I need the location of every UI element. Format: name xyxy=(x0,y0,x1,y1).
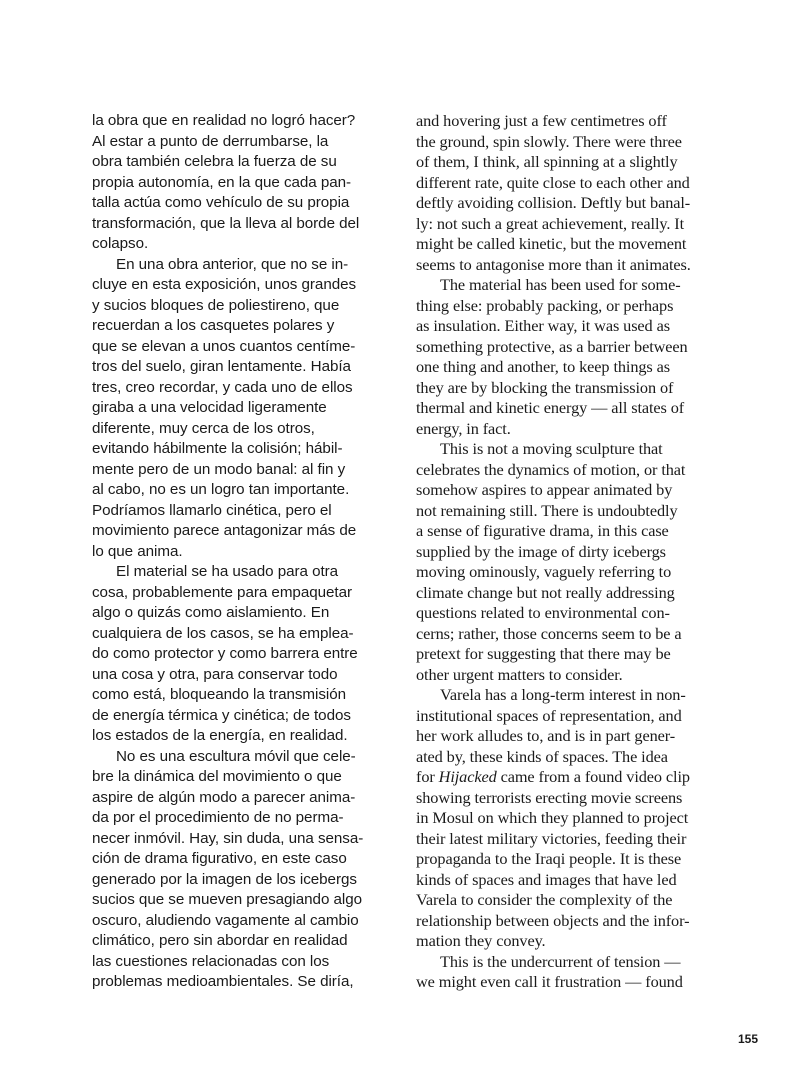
text-line: de energía térmica y cinética; de todos xyxy=(92,706,351,724)
text-line: relationship between objects and the infor- xyxy=(416,910,690,930)
text-line: Varela has a long-term interest in non- xyxy=(440,685,686,704)
text-line: Varela to consider the complexity of the xyxy=(416,890,673,909)
text-column-english xyxy=(416,111,716,993)
text-line: movimiento parece antagonizar más de xyxy=(92,522,357,539)
text-line: En una obra anterior, que no se in- xyxy=(116,255,349,273)
text-line: their latest military victories, feeding their xyxy=(416,828,687,848)
text-line: cluye en esta exposición, unos grandes xyxy=(92,276,357,293)
text-line: seems to antagonise more than it animates. xyxy=(416,254,691,274)
text-line: los estados de la energía, en realidad. xyxy=(92,727,348,744)
text-line: institutional spaces of representation, and xyxy=(416,705,682,725)
text-line: and hovering just a few centimetres off xyxy=(416,111,667,130)
text-line: cosa, probablemente para empaquetar xyxy=(92,583,352,601)
text-line: propaganda to the Iraqi people. It is these xyxy=(416,849,682,868)
text-line: ción de drama figurativo, en este caso xyxy=(92,850,347,867)
text-line: different rate, quite close to each other and xyxy=(416,172,690,192)
text-line: como está, bloqueando la transmisión xyxy=(92,686,347,703)
text-line: tres, creo recordar, y cada uno de ellos xyxy=(92,378,353,396)
text-line: bre la dinámica del movimiento o que xyxy=(92,768,342,785)
text-line: la obra que en realidad no logró hacer? xyxy=(92,112,356,129)
text-line: talla actúa como vehículo de su propia xyxy=(92,194,350,211)
text-line: giraba a una velocidad ligeramente xyxy=(92,399,327,416)
text-line: other urgent matters to consider. xyxy=(416,664,623,684)
text-line: not remaining still. There is undoubtedly xyxy=(416,500,678,520)
text-line: the ground, spin slowly. There were three xyxy=(416,131,682,151)
text-fragment: came from a found video clip xyxy=(496,767,690,786)
text-line: do como protector y como barrera entre xyxy=(92,645,358,662)
text-line: al cabo, no es un logro tan importante. xyxy=(92,481,350,498)
text-line: pretext for suggesting that there may be xyxy=(416,644,671,663)
text-line: energy, in fact. xyxy=(416,418,511,438)
text-line: kinds of spaces and images that have led xyxy=(416,869,677,889)
text-line: No es una escultura móvil que cele- xyxy=(116,747,356,765)
text-line: oscuro, aludiendo vagamente al cambio xyxy=(92,911,359,929)
text-line: This is not a moving sculpture that xyxy=(440,439,663,458)
text-line: lo que anima. xyxy=(92,542,183,560)
text-line: in Mosul on which they planned to project xyxy=(416,808,689,827)
text-line: Al estar a punto de derrumbarse, la xyxy=(92,132,329,150)
text-line: da por el procedimiento de no perma- xyxy=(92,809,344,826)
text-line: celebrates the dynamics of motion, or that xyxy=(416,459,686,479)
text-line: una cosa y otra, para conservar todo xyxy=(92,665,338,683)
text-line: ated by, these kinds of spaces. The idea xyxy=(416,746,668,766)
text-line: of them, I think, all spinning at a slightly xyxy=(416,152,678,171)
text-line: mation they convey. xyxy=(416,931,546,950)
text-column-spanish xyxy=(92,111,398,993)
artwork-title: Hijacked xyxy=(438,767,497,786)
text-line: they are by blocking the transmission of xyxy=(416,377,674,397)
text-line: something protective, as a barrier between xyxy=(416,336,688,356)
text-line: ly: not such a great achievement, really. It xyxy=(416,213,685,233)
text-line: colapso. xyxy=(92,235,149,252)
text-line: sucios que se mueven presagiando algo xyxy=(92,891,363,908)
text-line xyxy=(416,767,716,788)
text-line: thermal and kinetic energy — all states of xyxy=(416,398,685,417)
text-line: las cuestiones relacionadas con los xyxy=(92,952,330,970)
text-line: her work alludes to, and is in part gener- xyxy=(416,726,676,745)
text-line: recuerdan a los casquetes polares y xyxy=(92,317,335,334)
text-line: problemas medioambientales. Se diría, xyxy=(92,973,354,990)
text-line: as insulation. Either way, it was used as xyxy=(416,316,670,335)
text-fragment: for xyxy=(416,767,439,786)
text-line: supplied by the image of dirty icebergs xyxy=(416,541,666,561)
text-line: necer inmóvil. Hay, sin duda, una sensa- xyxy=(92,829,364,847)
text-line: generado por la imagen de los icebergs xyxy=(92,870,357,888)
text-line: algo o quizás como aislamiento. En xyxy=(92,604,330,621)
text-line: cerns; rather, those concerns seem to be a xyxy=(416,623,682,643)
text-line: propia autonomía, en la que cada pan- xyxy=(92,173,352,191)
text-line: showing terrorists erecting movie screens xyxy=(416,787,683,807)
text-line: thing else: probably packing, or perhaps xyxy=(416,295,674,315)
text-line: Podríamos llamarlo cinética, pero el xyxy=(92,501,332,519)
text-line: somehow aspires to appear animated by xyxy=(416,480,673,499)
text-line: we might even call it frustration — found xyxy=(416,972,683,991)
text-line: obra también celebra la fuerza de su xyxy=(92,153,337,170)
text-line: transformación, que la lleva al borde del xyxy=(92,214,360,232)
text-line: climate change but not really addressing xyxy=(416,582,675,602)
text-line: This is the undercurrent of tension — xyxy=(440,951,681,971)
text-line: aspire de algún modo a parecer anima- xyxy=(92,788,356,806)
text-line: climático, pero sin abordar en realidad xyxy=(92,932,348,949)
text-line: moving ominously, vaguely referring to xyxy=(416,562,672,581)
text-line: deftly avoiding collision. Deftly but banal- xyxy=(416,193,691,212)
text-line: questions related to environmental con- xyxy=(416,603,670,622)
text-line: tros del suelo, giran lentamente. Había xyxy=(92,358,351,375)
text-line: evitando hábilmente la colisión; hábil- xyxy=(92,440,343,457)
text-line: one thing and another, to keep things as xyxy=(416,357,670,376)
page-number: 155 xyxy=(738,1032,759,1046)
text-line: diferente, muy cerca de los otros, xyxy=(92,419,315,437)
text-line: a sense of figurative drama, in this case xyxy=(416,521,669,540)
text-line: might be called kinetic, but the movement xyxy=(416,234,687,253)
text-line: mente pero de un modo banal: al fin y xyxy=(92,460,346,478)
text-line: El material se ha usado para otra xyxy=(116,563,339,580)
text-line: cualquiera de los casos, se ha emplea- xyxy=(92,624,354,642)
text-line: The material has been used for some- xyxy=(440,275,681,294)
text-line: que se elevan a unos cuantos centíme- xyxy=(92,337,356,355)
text-line: y sucios bloques de poliestireno, que xyxy=(92,296,340,314)
